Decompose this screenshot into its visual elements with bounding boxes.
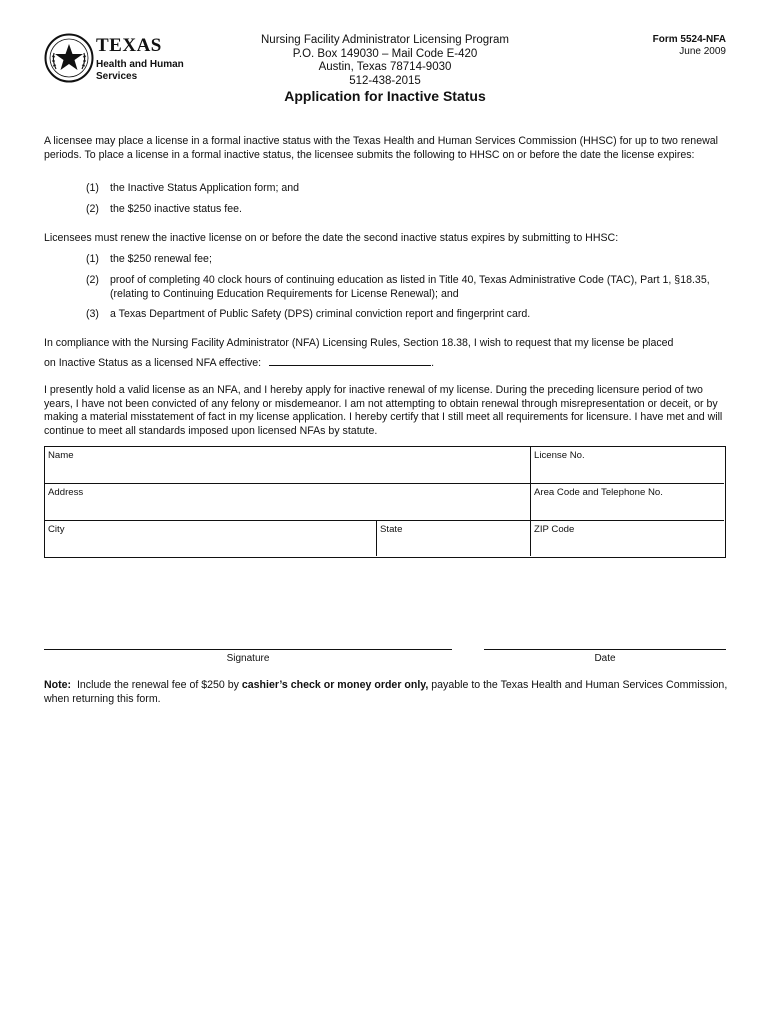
list-text: a Texas Department of Public Safety (DPS) criminal conviction report and fingerprint card.: [110, 308, 531, 320]
state-field[interactable]: [377, 521, 531, 556]
note-label: Note:: [44, 679, 72, 691]
list-number: (2): [86, 203, 99, 215]
telephone-label: Area Code and Telephone No.: [534, 487, 663, 498]
city-label: City: [48, 524, 65, 535]
logo-line-1: Health and Human: [96, 59, 184, 70]
list-number: (3): [86, 308, 99, 320]
renewal-paragraph: Licensees must renew the inactive license on or before the date the second inactive status expires by submitting to HHSC:: [44, 232, 619, 244]
effective-date-blank[interactable]: [269, 354, 431, 366]
zip-code-field[interactable]: [531, 521, 724, 556]
compliance-period: .: [431, 356, 435, 369]
applicant-info-grid: [44, 446, 726, 558]
logo-wordmark: TEXAS: [96, 35, 162, 56]
address-label: Address: [48, 487, 84, 498]
certification-paragraph: I presently hold a valid license as an NFA, and I hereby apply for inactive renewal of my license. During the preceding licensure period of two years, I have not been convicted of any felony or misdemeanor. I am not attempting to obtain renewal through misrepresentation or deceit, or by making a material misstatement of fact in my license application. I hereby certify that I still meet all requirements for licensure. I have met and will continue to meet all standards imposed upon licensed NFAs by statute.: [44, 384, 723, 437]
name-field[interactable]: [45, 447, 531, 484]
compliance-line-2-row: [44, 354, 728, 371]
license-no-label: License No.: [534, 450, 585, 461]
city-field[interactable]: [45, 521, 377, 556]
address-line-1: P.O. Box 149030 – Mail Code E-420: [292, 47, 478, 60]
signature-line[interactable]: [44, 649, 452, 650]
list-text: proof of completing 40 clock hours of continuing education as listed in Title 40, Texas Administrative Code (TAC), Part 1, §18.35, (relating to Continuing Education Requirements for License Renewal); and: [110, 274, 710, 300]
program-phone: 512-438-2015: [349, 74, 421, 87]
list-number: (1): [86, 253, 99, 265]
form-id-block: [653, 34, 726, 58]
compliance-line-1: In compliance with the Nursing Facility Administrator (NFA) Licensing Rules, Section 18.38, I wish to request that my license be placed: [44, 337, 674, 349]
texas-hhs-logo: [44, 33, 184, 83]
page-title: Application for Inactive Status: [284, 88, 486, 104]
note-text-after: payable to the Texas Health and Human Services Commission, when returning this form.: [44, 679, 728, 705]
texas-seal-icon: [44, 33, 94, 83]
license-no-field[interactable]: [531, 447, 724, 484]
address-field[interactable]: [45, 484, 531, 521]
program-address-block: [200, 34, 570, 88]
state-label: State: [380, 524, 403, 535]
list-number: (2): [86, 274, 99, 286]
list-text: the $250 inactive status fee.: [110, 203, 242, 215]
logo-line-2: Services: [96, 71, 138, 82]
signature-label: Signature: [226, 653, 270, 664]
date-line[interactable]: [484, 649, 726, 650]
date-label: Date: [594, 653, 616, 664]
program-name: Nursing Facility Administrator Licensing Program: [261, 34, 509, 46]
note-text-before: Include the renewal fee of $250 by: [71, 679, 242, 691]
telephone-field[interactable]: [531, 484, 724, 521]
list-text: the $250 renewal fee;: [110, 253, 212, 265]
list-number: (1): [86, 182, 99, 194]
name-label: Name: [48, 450, 74, 461]
compliance-paragraph: [44, 337, 728, 370]
zip-code-label: ZIP Code: [534, 524, 575, 535]
intro-paragraph: A licensee may place a license in a formal inactive status with the Texas Health and Human Services Commission (HHSC) for up to two renewal periods. To place a license in a formal inactive status, the licensee submits the following to HHSC on or before the date the license expires:: [44, 135, 718, 161]
form-number: Form 5524-NFA: [652, 34, 726, 45]
compliance-line-2: on Inactive Status as a licensed NFA effective:: [44, 356, 262, 369]
note-paragraph: [44, 679, 728, 706]
note-emphasis: cashier’s check or money order only,: [241, 679, 429, 691]
form-date: June 2009: [679, 46, 726, 57]
list-text: the Inactive Status Application form; and: [110, 182, 300, 194]
address-line-2: Austin, Texas 78714-9030: [318, 61, 452, 73]
